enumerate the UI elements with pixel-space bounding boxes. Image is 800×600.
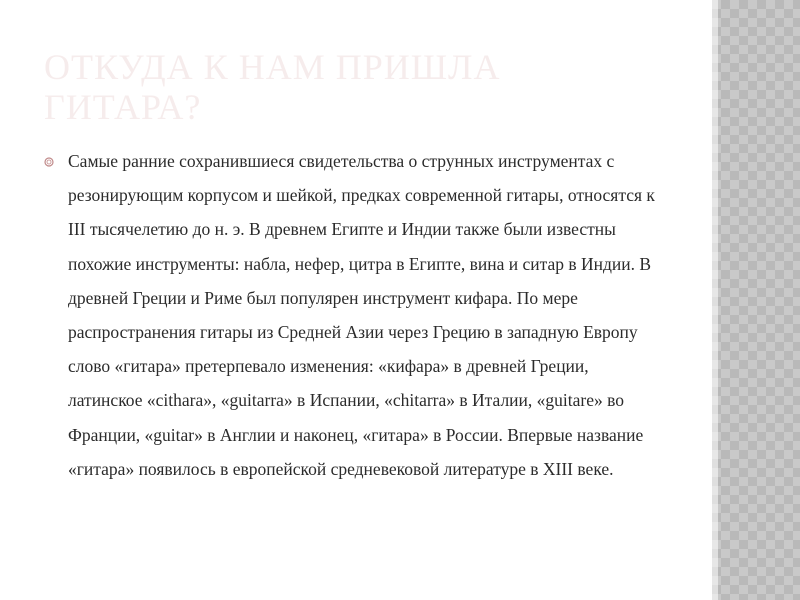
slide-title: ОТКУДА К НАМ ПРИШЛА ГИТАРА? <box>44 47 501 127</box>
decorative-side-band <box>712 0 800 600</box>
ring-bullet-icon <box>44 154 54 164</box>
bullet-text: Самые ранние сохранившиеся свидетельства о струнных инструментах с резонирующим корпусом и шейкой, предках современной гитары, относятся к III тысячелетию до н. э. В древнем Египте и Индии также были известны похожие инструменты: набла, нефер, цитра в Египте, вина и ситар в Индии. В древней Греции и Риме был популярен инструмент кифара. По мере распространения гитары из Средней Азии через Грецию в западную Европу слово «гитара» претерпевало изменения: «кифара» в древней Греции, латинское «cithara», «guitarra» в Испании, «chitarra» в Италии, «guitare» во Франции, «guitar» в Англии и наконец, «гитара» в России. Впервые название «гитара» появилось в европейской средневековой литературе в XIII веке. <box>68 151 655 479</box>
bullet-item <box>44 144 684 486</box>
slide-content <box>44 144 684 486</box>
